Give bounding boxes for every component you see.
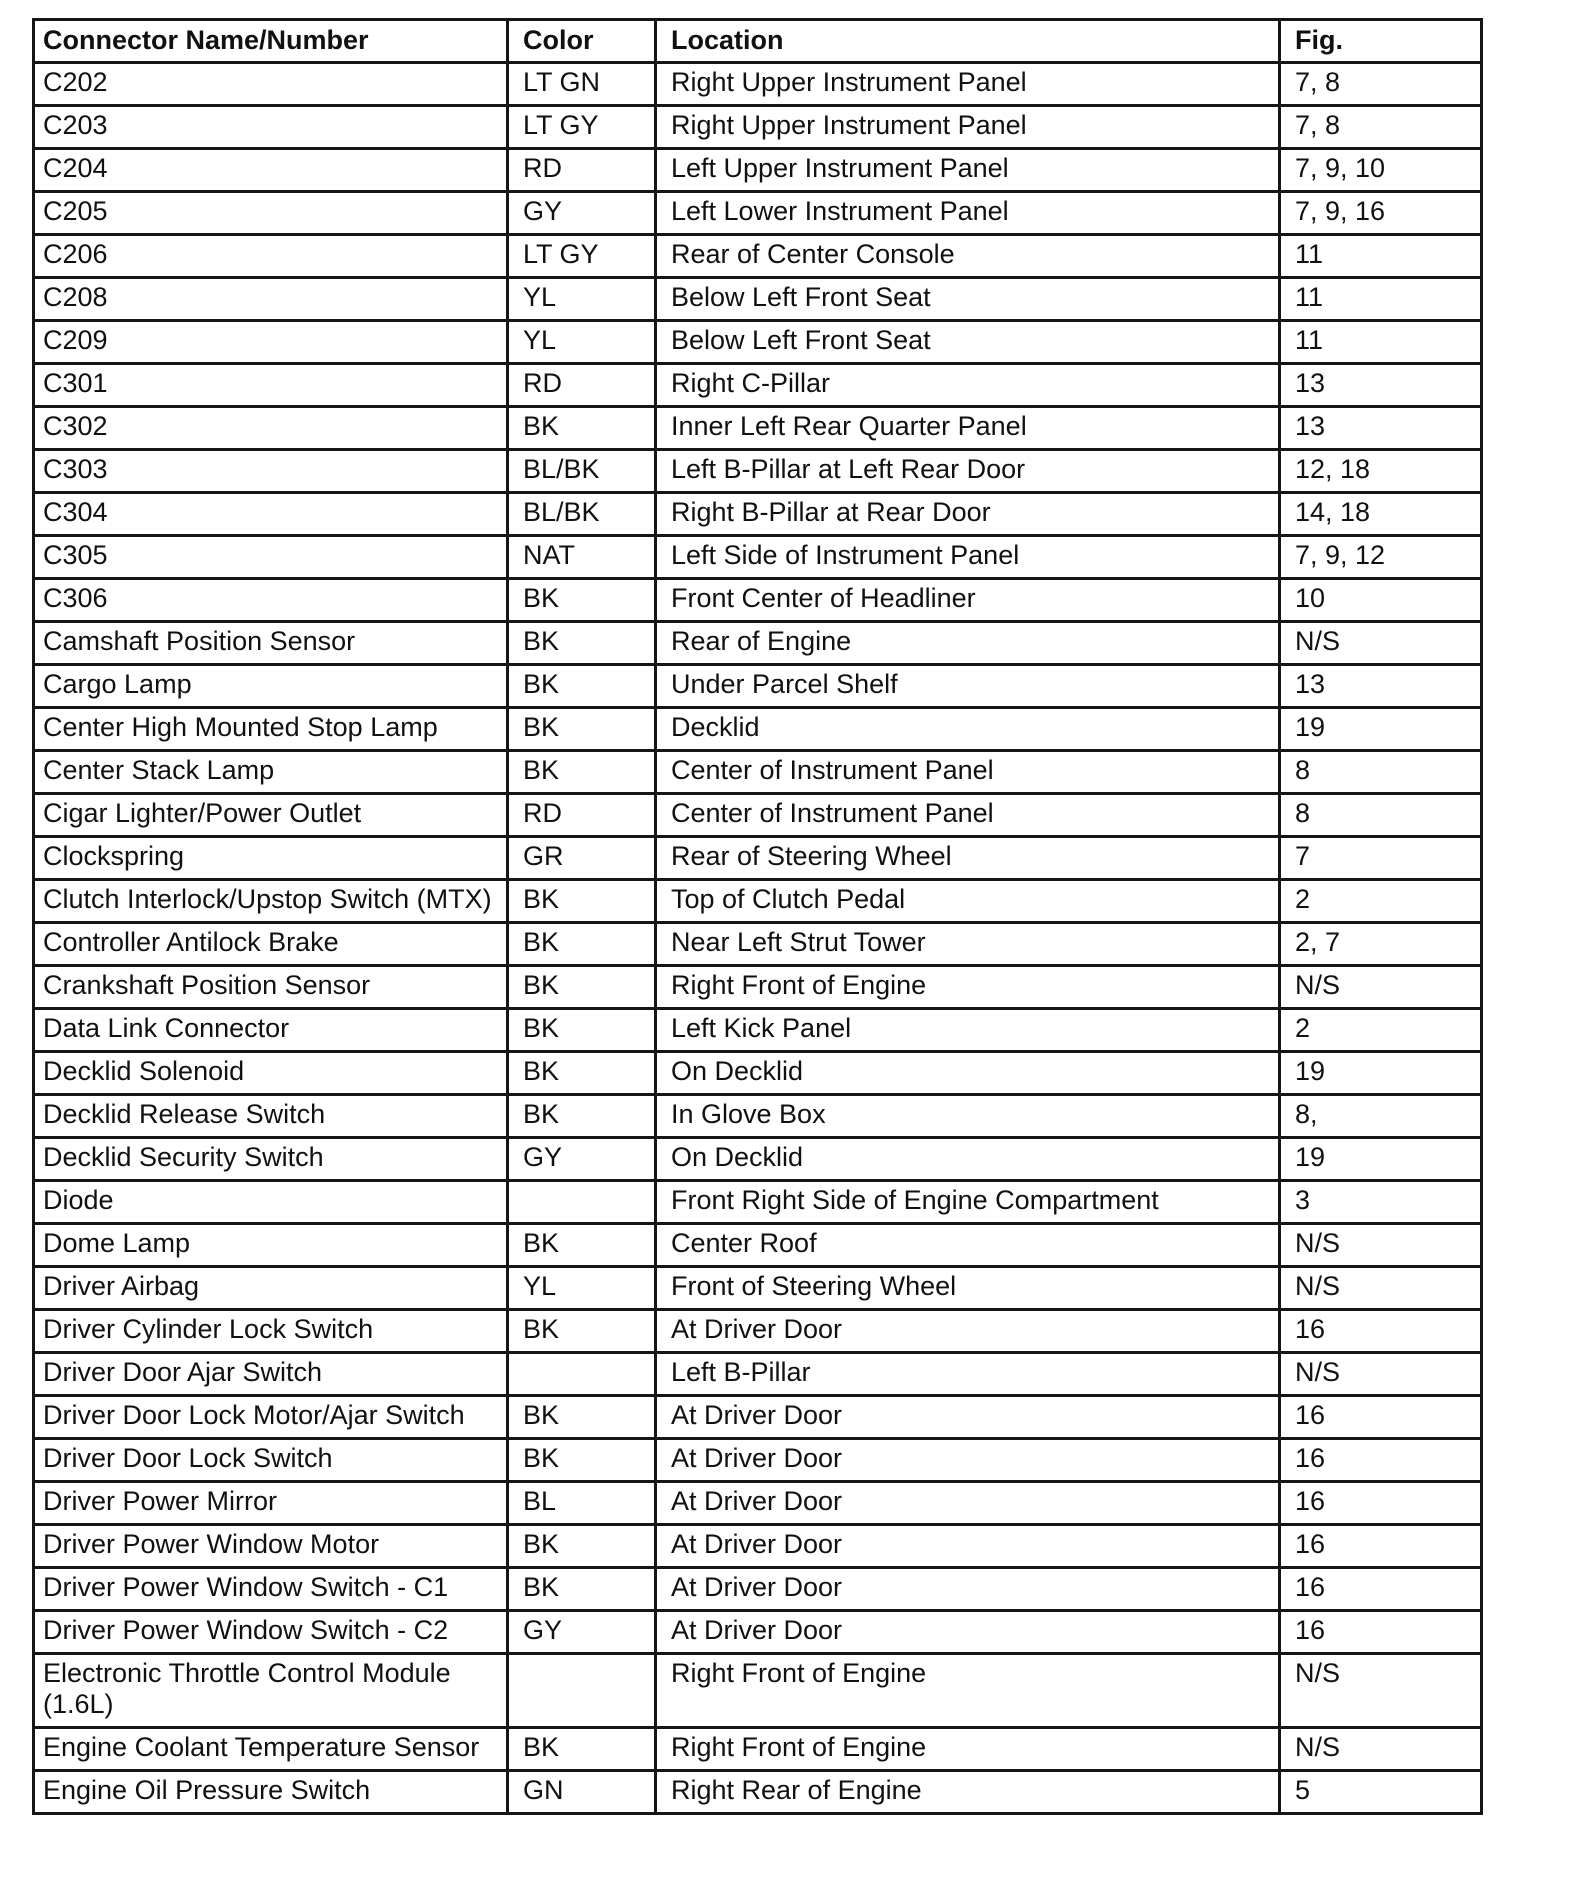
table-row <box>34 1095 1482 1138</box>
cell-location: Top of Clutch Pedal <box>656 880 1280 923</box>
cell-location: At Driver Door <box>656 1310 1280 1353</box>
cell-connector-name: C209 <box>34 321 508 364</box>
cell-color <box>508 1353 656 1396</box>
table-row <box>34 708 1482 751</box>
table-header <box>34 20 1482 63</box>
cell-location: Front Center of Headliner <box>656 579 1280 622</box>
cell-location: Right Front of Engine <box>656 1654 1280 1728</box>
table-row <box>34 493 1482 536</box>
cell-fig: 8, <box>1280 1095 1482 1138</box>
cell-connector-name: Electronic Throttle Control Module (1.6L) <box>34 1654 508 1728</box>
cell-color: BK <box>508 1095 656 1138</box>
cell-color: BK <box>508 966 656 1009</box>
cell-fig: 8 <box>1280 751 1482 794</box>
cell-connector-name: Driver Door Ajar Switch <box>34 1353 508 1396</box>
cell-fig: 7, 9, 10 <box>1280 149 1482 192</box>
cell-location: Left Side of Instrument Panel <box>656 536 1280 579</box>
table-row <box>34 1568 1482 1611</box>
column-header-color: Color <box>508 20 656 63</box>
cell-connector-name: C204 <box>34 149 508 192</box>
cell-location: At Driver Door <box>656 1568 1280 1611</box>
cell-fig: N/S <box>1280 1267 1482 1310</box>
cell-location: At Driver Door <box>656 1611 1280 1654</box>
cell-connector-name: C306 <box>34 579 508 622</box>
table-row <box>34 1439 1482 1482</box>
table-row <box>34 966 1482 1009</box>
cell-color: BL/BK <box>508 450 656 493</box>
cell-location: Near Left Strut Tower <box>656 923 1280 966</box>
cell-fig: 2 <box>1280 880 1482 923</box>
cell-connector-name: Cigar Lighter/Power Outlet <box>34 794 508 837</box>
table-row <box>34 1771 1482 1814</box>
table-row <box>34 278 1482 321</box>
cell-color: YL <box>508 278 656 321</box>
cell-location: Right Front of Engine <box>656 1728 1280 1771</box>
cell-connector-name: C303 <box>34 450 508 493</box>
cell-color <box>508 1181 656 1224</box>
cell-connector-name: Clutch Interlock/Upstop Switch (MTX) <box>34 880 508 923</box>
cell-fig: N/S <box>1280 966 1482 1009</box>
cell-connector-name: Camshaft Position Sensor <box>34 622 508 665</box>
cell-connector-name: Clockspring <box>34 837 508 880</box>
cell-connector-name: C302 <box>34 407 508 450</box>
table-row <box>34 1611 1482 1654</box>
cell-connector-name: C206 <box>34 235 508 278</box>
cell-fig: 16 <box>1280 1482 1482 1525</box>
table-row <box>34 837 1482 880</box>
cell-color: BK <box>508 1396 656 1439</box>
table-row <box>34 665 1482 708</box>
cell-color <box>508 1654 656 1728</box>
cell-location: Right Upper Instrument Panel <box>656 63 1280 106</box>
cell-color: BK <box>508 1310 656 1353</box>
cell-fig: 5 <box>1280 1771 1482 1814</box>
cell-connector-name: Controller Antilock Brake <box>34 923 508 966</box>
table-row <box>34 235 1482 278</box>
cell-fig: 11 <box>1280 235 1482 278</box>
cell-fig: 7, 9, 12 <box>1280 536 1482 579</box>
cell-fig: 2, 7 <box>1280 923 1482 966</box>
cell-color: BK <box>508 708 656 751</box>
cell-location: Below Left Front Seat <box>656 278 1280 321</box>
cell-fig: N/S <box>1280 1224 1482 1267</box>
cell-location: Right Rear of Engine <box>656 1771 1280 1814</box>
cell-color: YL <box>508 1267 656 1310</box>
cell-color: LT GY <box>508 235 656 278</box>
cell-connector-name: Engine Coolant Temperature Sensor <box>34 1728 508 1771</box>
cell-color: BL <box>508 1482 656 1525</box>
table-row <box>34 106 1482 149</box>
table-row <box>34 1396 1482 1439</box>
cell-location: Center of Instrument Panel <box>656 794 1280 837</box>
table-row <box>34 794 1482 837</box>
cell-connector-name: Driver Door Lock Motor/Ajar Switch <box>34 1396 508 1439</box>
table-row <box>34 1353 1482 1396</box>
cell-color: GY <box>508 1138 656 1181</box>
cell-connector-name: C208 <box>34 278 508 321</box>
cell-location: At Driver Door <box>656 1525 1280 1568</box>
table-row <box>34 880 1482 923</box>
table-body <box>34 63 1482 1814</box>
cell-color: RD <box>508 149 656 192</box>
cell-location: Front of Steering Wheel <box>656 1267 1280 1310</box>
cell-fig: 16 <box>1280 1568 1482 1611</box>
table-row <box>34 1138 1482 1181</box>
cell-fig: 2 <box>1280 1009 1482 1052</box>
cell-location: Left Lower Instrument Panel <box>656 192 1280 235</box>
table-row <box>34 149 1482 192</box>
cell-color: GY <box>508 1611 656 1654</box>
cell-connector-name: Cargo Lamp <box>34 665 508 708</box>
cell-connector-name: C202 <box>34 63 508 106</box>
cell-connector-name: Driver Airbag <box>34 1267 508 1310</box>
cell-fig: 19 <box>1280 708 1482 751</box>
cell-connector-name: C203 <box>34 106 508 149</box>
cell-fig: 12, 18 <box>1280 450 1482 493</box>
cell-color: BL/BK <box>508 493 656 536</box>
table-row <box>34 536 1482 579</box>
connector-location-table <box>32 18 1483 1815</box>
table-row <box>34 364 1482 407</box>
cell-fig: 13 <box>1280 665 1482 708</box>
cell-color: GR <box>508 837 656 880</box>
cell-fig: 16 <box>1280 1525 1482 1568</box>
cell-location: On Decklid <box>656 1052 1280 1095</box>
table-row <box>34 407 1482 450</box>
table-row <box>34 622 1482 665</box>
cell-connector-name: Driver Power Window Switch - C1 <box>34 1568 508 1611</box>
table-row <box>34 450 1482 493</box>
cell-location: Center of Instrument Panel <box>656 751 1280 794</box>
cell-connector-name: Driver Door Lock Switch <box>34 1439 508 1482</box>
cell-location: Rear of Steering Wheel <box>656 837 1280 880</box>
cell-color: BK <box>508 407 656 450</box>
table-row <box>34 1052 1482 1095</box>
cell-fig: N/S <box>1280 1654 1482 1728</box>
cell-fig: 11 <box>1280 278 1482 321</box>
cell-connector-name: Diode <box>34 1181 508 1224</box>
cell-color: BK <box>508 923 656 966</box>
cell-fig: 8 <box>1280 794 1482 837</box>
cell-color: BK <box>508 880 656 923</box>
table-row <box>34 1525 1482 1568</box>
table-row <box>34 1310 1482 1353</box>
cell-location: Left B-Pillar <box>656 1353 1280 1396</box>
cell-fig: 7, 8 <box>1280 63 1482 106</box>
cell-connector-name: Center High Mounted Stop Lamp <box>34 708 508 751</box>
cell-fig: 19 <box>1280 1138 1482 1181</box>
table-row <box>34 1181 1482 1224</box>
table-row <box>34 1654 1482 1728</box>
cell-location: Right Front of Engine <box>656 966 1280 1009</box>
cell-color: RD <box>508 794 656 837</box>
cell-connector-name: Decklid Security Switch <box>34 1138 508 1181</box>
cell-connector-name: Engine Oil Pressure Switch <box>34 1771 508 1814</box>
cell-color: LT GN <box>508 63 656 106</box>
table-row <box>34 321 1482 364</box>
cell-fig: 16 <box>1280 1396 1482 1439</box>
cell-connector-name: C305 <box>34 536 508 579</box>
cell-location: Right C-Pillar <box>656 364 1280 407</box>
cell-connector-name: Center Stack Lamp <box>34 751 508 794</box>
cell-color: BK <box>508 1728 656 1771</box>
cell-color: BK <box>508 622 656 665</box>
cell-connector-name: C301 <box>34 364 508 407</box>
table-row <box>34 1728 1482 1771</box>
cell-color: BK <box>508 751 656 794</box>
cell-color: BK <box>508 1568 656 1611</box>
cell-color: BK <box>508 579 656 622</box>
cell-connector-name: C304 <box>34 493 508 536</box>
cell-fig: 16 <box>1280 1611 1482 1654</box>
header-row <box>34 20 1482 63</box>
table-row <box>34 1009 1482 1052</box>
cell-color: BK <box>508 665 656 708</box>
cell-location: At Driver Door <box>656 1439 1280 1482</box>
cell-fig: N/S <box>1280 622 1482 665</box>
cell-location: Rear of Engine <box>656 622 1280 665</box>
cell-fig: 19 <box>1280 1052 1482 1095</box>
cell-location: At Driver Door <box>656 1396 1280 1439</box>
cell-color: LT GY <box>508 106 656 149</box>
cell-fig: 13 <box>1280 407 1482 450</box>
cell-connector-name: Decklid Solenoid <box>34 1052 508 1095</box>
cell-location: Left B-Pillar at Left Rear Door <box>656 450 1280 493</box>
cell-location: Center Roof <box>656 1224 1280 1267</box>
cell-location: Front Right Side of Engine Compartment <box>656 1181 1280 1224</box>
cell-color: NAT <box>508 536 656 579</box>
cell-connector-name: Data Link Connector <box>34 1009 508 1052</box>
cell-fig: 10 <box>1280 579 1482 622</box>
cell-connector-name: Driver Power Window Switch - C2 <box>34 1611 508 1654</box>
column-header-location: Location <box>656 20 1280 63</box>
table-row <box>34 1267 1482 1310</box>
cell-color: RD <box>508 364 656 407</box>
cell-fig: 7, 8 <box>1280 106 1482 149</box>
cell-fig: 13 <box>1280 364 1482 407</box>
table-row <box>34 1482 1482 1525</box>
cell-fig: 7, 9, 16 <box>1280 192 1482 235</box>
cell-fig: 3 <box>1280 1181 1482 1224</box>
cell-fig: 16 <box>1280 1439 1482 1482</box>
cell-color: BK <box>508 1224 656 1267</box>
cell-fig: 7 <box>1280 837 1482 880</box>
cell-location: Right B-Pillar at Rear Door <box>656 493 1280 536</box>
cell-connector-name: Driver Power Mirror <box>34 1482 508 1525</box>
cell-location: Inner Left Rear Quarter Panel <box>656 407 1280 450</box>
cell-color: YL <box>508 321 656 364</box>
cell-color: GN <box>508 1771 656 1814</box>
table-row <box>34 923 1482 966</box>
cell-location: Left Kick Panel <box>656 1009 1280 1052</box>
cell-connector-name: Driver Power Window Motor <box>34 1525 508 1568</box>
cell-fig: N/S <box>1280 1353 1482 1396</box>
cell-connector-name: Decklid Release Switch <box>34 1095 508 1138</box>
cell-color: GY <box>508 192 656 235</box>
cell-location: Under Parcel Shelf <box>656 665 1280 708</box>
table-row <box>34 579 1482 622</box>
table-row <box>34 63 1482 106</box>
column-header-connector-name: Connector Name/Number <box>34 20 508 63</box>
cell-location: In Glove Box <box>656 1095 1280 1138</box>
cell-color: BK <box>508 1525 656 1568</box>
cell-connector-name: Crankshaft Position Sensor <box>34 966 508 1009</box>
cell-location: At Driver Door <box>656 1482 1280 1525</box>
cell-fig: 16 <box>1280 1310 1482 1353</box>
column-header-fig: Fig. <box>1280 20 1482 63</box>
cell-location: Below Left Front Seat <box>656 321 1280 364</box>
table-row <box>34 192 1482 235</box>
cell-color: BK <box>508 1009 656 1052</box>
cell-fig: N/S <box>1280 1728 1482 1771</box>
table-row <box>34 751 1482 794</box>
cell-color: BK <box>508 1052 656 1095</box>
cell-fig: 11 <box>1280 321 1482 364</box>
cell-connector-name: C205 <box>34 192 508 235</box>
cell-location: On Decklid <box>656 1138 1280 1181</box>
cell-location: Rear of Center Console <box>656 235 1280 278</box>
cell-location: Right Upper Instrument Panel <box>656 106 1280 149</box>
cell-location: Decklid <box>656 708 1280 751</box>
cell-connector-name: Dome Lamp <box>34 1224 508 1267</box>
table-row <box>34 1224 1482 1267</box>
cell-connector-name: Driver Cylinder Lock Switch <box>34 1310 508 1353</box>
cell-color: BK <box>508 1439 656 1482</box>
cell-fig: 14, 18 <box>1280 493 1482 536</box>
cell-location: Left Upper Instrument Panel <box>656 149 1280 192</box>
